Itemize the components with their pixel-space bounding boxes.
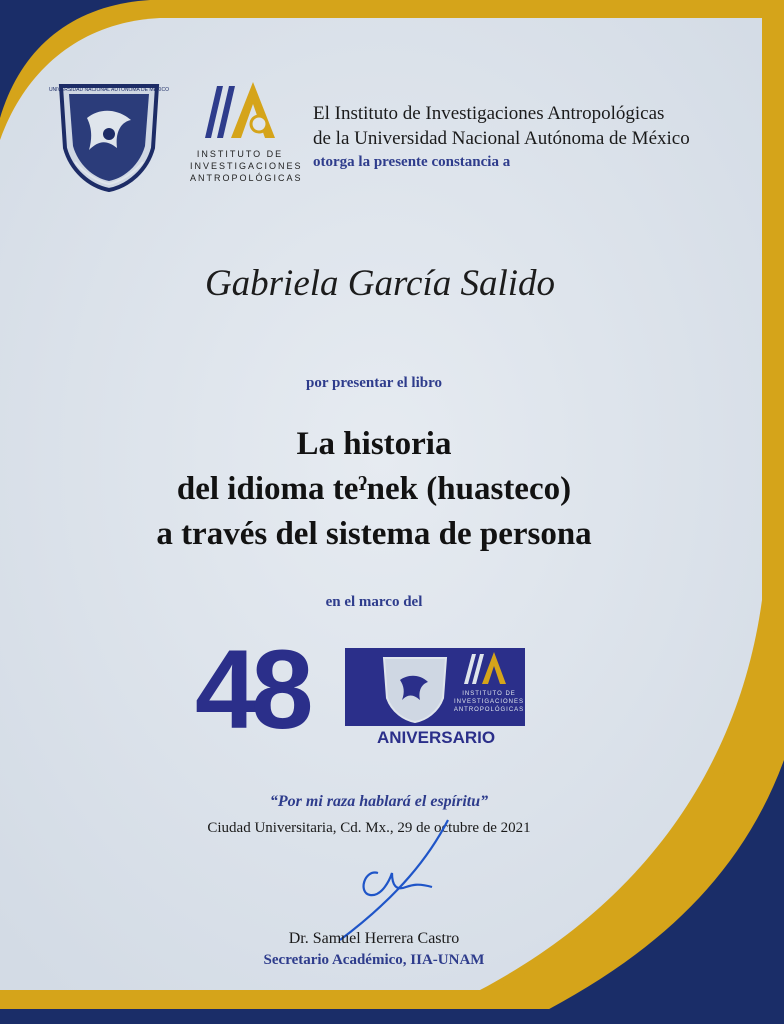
signer-role: Secretario Académico, IIA-UNAM: [263, 952, 485, 968]
unam-seal-text: UNIVERSIDAD NACIONAL AUTÓNOMA DE MÉXICO: [48, 87, 170, 93]
unam-seal-logo: [48, 78, 170, 193]
motto: “Por mi raza hablará el espíritu”: [269, 793, 489, 810]
iia-logo-line2: INVESTIGACIONES: [190, 161, 303, 171]
anniversary-unam-seal: [380, 654, 450, 724]
book-title-line3: a través del sistema de persona: [156, 516, 592, 552]
book-title-line2: del idioma teˀnek (huasteco): [176, 471, 572, 507]
anniversary-iia-mark: [460, 652, 510, 686]
anniversary-iia-line3: ANTROPOLÓGICAS: [453, 707, 525, 713]
iia-logo-mark: [195, 80, 285, 140]
recipient-name: Gabriela García Salido: [204, 263, 556, 304]
book-title-line1: La historia: [296, 426, 452, 462]
event-label: en el marco del: [325, 594, 423, 610]
reason-label: por presentar el libro: [306, 375, 442, 391]
header-grant-line: otorga la presente constancia a: [313, 154, 511, 170]
place-date: Ciudad Universitaria, Cd. Mx., 29 de octubre de 2021: [207, 820, 531, 836]
anniversary-iia-text: [453, 690, 525, 714]
signer-name: Dr. Samuel Herrera Castro: [288, 930, 460, 947]
header-university-line: de la Universidad Nacional Autónoma de México: [313, 128, 690, 149]
iia-logo-line3: ANTROPOLÓGICAS: [190, 173, 303, 183]
anniversary-logo: [195, 627, 530, 755]
iia-logo-line1: INSTITUTO DE: [196, 149, 284, 159]
anniversary-iia-line2: INVESTIGACIONES: [453, 699, 524, 705]
signature: [320, 815, 470, 945]
header-institute-line: El Instituto de Investigaciones Antropológicas: [313, 103, 665, 124]
anniversary-label: ANIVERSARIO: [377, 728, 496, 747]
anniversary-number: 48: [195, 627, 308, 752]
iia-logo: [190, 80, 303, 192]
anniversary-iia-line1: INSTITUTO DE: [462, 691, 516, 697]
